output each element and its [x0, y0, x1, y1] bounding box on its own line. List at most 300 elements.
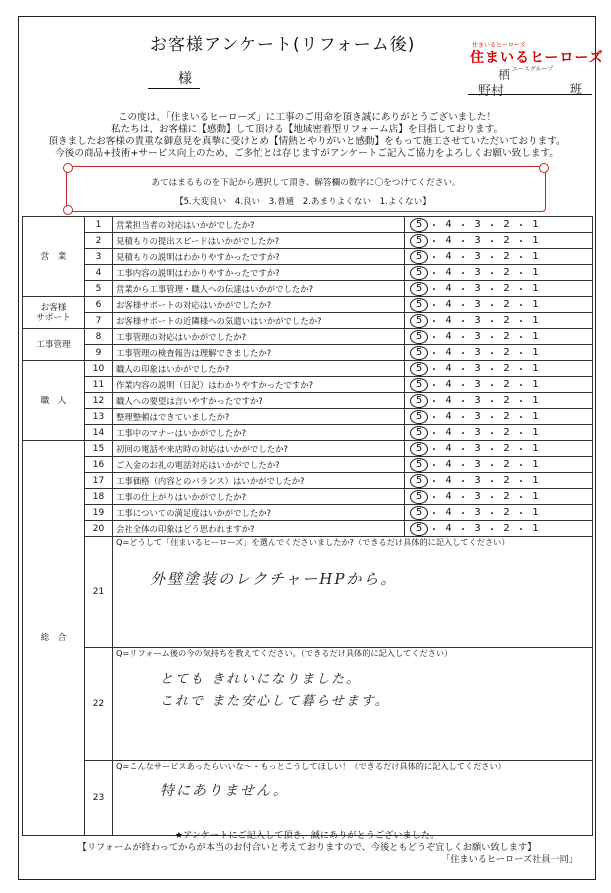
scale-separator: ・	[458, 253, 468, 264]
scale-separator: ・	[458, 381, 468, 392]
scale-separator: ・	[516, 525, 526, 536]
rating-option[interactable]: 3	[474, 459, 481, 470]
question-row	[23, 361, 593, 377]
rating-option[interactable]: 2	[503, 283, 510, 294]
rating-option[interactable]: 1	[532, 523, 539, 534]
scale-separator: ・	[429, 381, 439, 392]
question-text: 職人の印象はいかがでしたか?	[113, 361, 405, 377]
rating-scale	[405, 345, 593, 361]
scale-separator: ・	[516, 413, 526, 424]
circled-answer[interactable]: 5	[410, 346, 428, 360]
rating-option[interactable]: 4	[445, 523, 452, 534]
rating-option[interactable]: 4	[445, 475, 452, 486]
footer-message: 【リフォームが終わってからが本当のお付合いと考えておりますので、今後ともどうぞ宜しくお願い致します】	[77, 842, 537, 853]
question-row	[23, 457, 593, 473]
question-number: 14	[85, 425, 113, 441]
rating-option[interactable]: 4	[445, 459, 452, 470]
question-number: 7	[85, 313, 113, 329]
question-number: 8	[85, 329, 113, 345]
rating-option[interactable]: 2	[503, 267, 510, 278]
rating-scale	[405, 441, 593, 457]
scale-separator: ・	[429, 349, 439, 360]
scale-separator: ・	[429, 477, 439, 488]
scale-separator: ・	[429, 221, 439, 232]
scale-separator: ・	[429, 429, 439, 440]
scale-separator: ・	[458, 413, 468, 424]
question-text: お客様サポートの対応はいかがでしたか?	[113, 297, 405, 313]
rating-option[interactable]: 1	[532, 507, 539, 518]
rating-option[interactable]: 4	[445, 363, 452, 374]
scale-separator: ・	[458, 477, 468, 488]
scale-separator: ・	[487, 333, 497, 344]
instruction-scroll	[66, 166, 546, 212]
category-support: お客様 サポート	[23, 297, 85, 329]
circled-answer[interactable]: 5	[410, 394, 428, 408]
scale-separator: ・	[458, 445, 468, 456]
question-row	[23, 505, 593, 521]
rating-option[interactable]: 2	[503, 299, 510, 310]
rating-option[interactable]: 1	[532, 395, 539, 406]
question-text: お客様サポートの近隣様への気遣いはいかがでしたか?	[113, 313, 405, 329]
question-text: 整理整頓はできていましたか?	[113, 409, 405, 425]
rating-option[interactable]: 1	[532, 267, 539, 278]
scale-separator: ・	[487, 509, 497, 520]
rating-option[interactable]: 3	[474, 251, 481, 262]
open-question-row	[23, 761, 593, 836]
handwritten-answer: 外壁塗装のレクチャーHPから。	[150, 570, 398, 588]
rating-option[interactable]: 2	[503, 315, 510, 326]
scale-separator: ・	[487, 237, 497, 248]
intro-line: 私たちは、お客様に【感動】して頂ける【地域密着型リフォーム店】を目指しております。	[110, 124, 504, 135]
question-number: 23	[85, 761, 113, 836]
question-text: 工事管理の検査報告は理解できましたか?	[113, 345, 405, 361]
question-text: 初回の電話や来店時の対応はいかがでしたか?	[113, 441, 405, 457]
question-row	[23, 265, 593, 281]
rating-option[interactable]: 1	[532, 331, 539, 342]
logo-name: 住まいるヒーローズ	[470, 50, 604, 66]
rating-scale	[405, 329, 593, 345]
logo-tagline: 住まいるヒーローズ	[472, 42, 526, 49]
rating-option[interactable]: 3	[474, 443, 481, 454]
circled-answer[interactable]: 5	[410, 378, 428, 392]
page-title: お客様アンケート(リフォーム後)	[150, 35, 416, 55]
rating-option[interactable]: 1	[532, 363, 539, 374]
rating-option[interactable]: 2	[503, 331, 510, 342]
scale-separator: ・	[516, 285, 526, 296]
scale-separator: ・	[458, 397, 468, 408]
footer	[22, 830, 592, 866]
rating-option[interactable]: 3	[474, 523, 481, 534]
scale-separator: ・	[516, 349, 526, 360]
rating-option[interactable]: 2	[503, 347, 510, 358]
scale-separator: ・	[487, 397, 497, 408]
stamp-mark: 栖	[498, 68, 511, 82]
rating-option[interactable]: 1	[532, 315, 539, 326]
staff-line	[468, 94, 592, 95]
question-number: 2	[85, 233, 113, 249]
question-row	[23, 249, 593, 265]
scale-separator: ・	[487, 285, 497, 296]
scale-separator: ・	[487, 301, 497, 312]
question-text: 会社全体の印象はどう思われますか?	[113, 521, 405, 537]
question-number: 10	[85, 361, 113, 377]
scale-separator: ・	[487, 493, 497, 504]
question-row	[23, 217, 593, 233]
circled-answer[interactable]: 5	[410, 282, 428, 296]
customer-honorific: 様	[178, 71, 192, 87]
scale-separator: ・	[487, 349, 497, 360]
question-row	[23, 377, 593, 393]
handwritten-answer: とても きれいになりました。	[160, 672, 362, 687]
scale-separator: ・	[516, 397, 526, 408]
circled-answer[interactable]: 5	[410, 330, 428, 344]
question-row	[23, 393, 593, 409]
question-number: 1	[85, 217, 113, 233]
intro-line: 頂きましたお客様の貴重な御意見を真摯に受けとめ【情熱とやりがいと感動】をもって施工させていただいております。	[48, 136, 566, 147]
scale-separator: ・	[487, 429, 497, 440]
question-number: 19	[85, 505, 113, 521]
rating-option[interactable]: 4	[445, 315, 452, 326]
scale-separator: ・	[487, 461, 497, 472]
staff-name: 野村	[478, 84, 505, 99]
rating-scale	[405, 473, 593, 489]
question-number: 9	[85, 345, 113, 361]
intro-line: 今後の商品+技術+サービス向上のため、ご多忙とは存じますがアンケートご記入ご協力をよろしくお願い致します。	[55, 148, 559, 159]
rating-option[interactable]: 3	[474, 427, 481, 438]
question-row	[23, 489, 593, 505]
scale-separator: ・	[516, 365, 526, 376]
question-row	[23, 281, 593, 297]
circled-answer[interactable]: 5	[410, 218, 428, 232]
rating-scale	[405, 505, 593, 521]
question-number: 16	[85, 457, 113, 473]
circled-answer[interactable]: 5	[410, 362, 428, 376]
scroll-curl-icon	[63, 205, 73, 215]
scale-separator: ・	[487, 221, 497, 232]
rating-option[interactable]: 4	[445, 443, 452, 454]
rating-option[interactable]: 2	[503, 379, 510, 390]
rating-option[interactable]: 1	[532, 411, 539, 422]
question-number: 11	[85, 377, 113, 393]
rating-option[interactable]: 3	[474, 347, 481, 358]
rating-option[interactable]: 2	[503, 523, 510, 534]
rating-option[interactable]: 3	[474, 315, 481, 326]
rating-option[interactable]: 1	[532, 427, 539, 438]
rating-option[interactable]: 1	[532, 459, 539, 470]
circled-answer[interactable]: 5	[410, 506, 428, 520]
question-row	[23, 233, 593, 249]
category-shokunin: 職 人	[23, 361, 85, 441]
rating-option[interactable]: 4	[445, 283, 452, 294]
rating-scale	[405, 361, 593, 377]
question-number: 12	[85, 393, 113, 409]
circled-answer[interactable]: 5	[410, 442, 428, 456]
scale-separator: ・	[516, 493, 526, 504]
rating-option[interactable]: 1	[532, 347, 539, 358]
question-text: 作業内容の説明（日記）はわかりやすかったですか?	[113, 377, 405, 393]
question-number: 13	[85, 409, 113, 425]
rating-option[interactable]: 4	[445, 507, 452, 518]
circled-answer[interactable]: 5	[410, 522, 428, 536]
question-number: 21	[85, 537, 113, 648]
footer-thanks: ★アンケートにご記入して頂き、誠にありがとうございました。	[174, 830, 440, 841]
question-number: 18	[85, 489, 113, 505]
open-question-prompt: Q=リフォーム後の今の気持ちを教えてください。（できるだけ具体的に記入してください）	[116, 648, 453, 658]
rating-option[interactable]: 2	[503, 395, 510, 406]
instruction-line: あてはまるものを下記から選択して頂き、解答欄の数字に〇をつけてください。	[151, 178, 461, 188]
rating-scale	[405, 377, 593, 393]
rating-option[interactable]: 4	[445, 267, 452, 278]
question-text: 見積もりの提出スピードはいかがでしたか?	[113, 233, 405, 249]
rating-option[interactable]: 2	[503, 507, 510, 518]
question-number: 6	[85, 297, 113, 313]
rating-option[interactable]: 4	[445, 427, 452, 438]
question-number: 3	[85, 249, 113, 265]
scale-separator: ・	[429, 445, 439, 456]
rating-option[interactable]: 4	[445, 491, 452, 502]
rating-option[interactable]: 3	[474, 475, 481, 486]
handwritten-answer: 特にありません。	[160, 783, 289, 799]
question-text: 工事についての満足度はいかがでしたか?	[113, 505, 405, 521]
circled-answer[interactable]: 5	[410, 250, 428, 264]
scale-separator: ・	[458, 269, 468, 280]
rating-option[interactable]: 2	[503, 475, 510, 486]
circled-answer[interactable]: 5	[410, 314, 428, 328]
scale-separator: ・	[516, 269, 526, 280]
question-row	[23, 521, 593, 537]
circled-answer[interactable]: 5	[410, 458, 428, 472]
scale-separator: ・	[458, 349, 468, 360]
rating-scale	[405, 297, 593, 313]
question-row	[23, 297, 593, 313]
scale-separator: ・	[487, 413, 497, 424]
category-sogo: 総 合	[23, 441, 85, 836]
survey-table	[22, 216, 593, 836]
rating-option[interactable]: 2	[503, 491, 510, 502]
category-koji: 工事管理	[23, 329, 85, 361]
rating-option[interactable]: 2	[503, 219, 510, 230]
question-row	[23, 313, 593, 329]
rating-option[interactable]: 2	[503, 459, 510, 470]
category-eigyo: 営 業	[23, 217, 85, 297]
scale-separator: ・	[429, 253, 439, 264]
question-row	[23, 425, 593, 441]
open-answer-area[interactable]	[113, 537, 593, 648]
scale-separator: ・	[429, 509, 439, 520]
rating-option[interactable]: 2	[503, 427, 510, 438]
scale-legend: 【5.大変良い 4.良い 3.普通 2.あまりよくない 1.よくない】	[175, 197, 431, 207]
scale-separator: ・	[458, 493, 468, 504]
scale-separator: ・	[429, 269, 439, 280]
question-number: 5	[85, 281, 113, 297]
circled-answer[interactable]: 5	[410, 410, 428, 424]
scale-separator: ・	[458, 221, 468, 232]
open-question-row	[23, 537, 593, 648]
rating-option[interactable]: 4	[445, 379, 452, 390]
scale-separator: ・	[516, 237, 526, 248]
rating-scale	[405, 233, 593, 249]
question-row	[23, 329, 593, 345]
team-label: 班	[570, 82, 583, 96]
open-question-prompt: Q=こんなサービスあったらいいな〜・もっとこうしてほしい！（できるだけ具体的に記入してください）	[116, 761, 506, 771]
rating-option[interactable]: 2	[503, 235, 510, 246]
rating-option[interactable]: 1	[532, 379, 539, 390]
logo-group: エースグループ	[512, 66, 554, 73]
scale-separator: ・	[516, 509, 526, 520]
rating-option[interactable]: 4	[445, 251, 452, 262]
question-text: 工事内容の説明はわかりやすかったですか?	[113, 265, 405, 281]
scale-separator: ・	[429, 365, 439, 376]
rating-scale	[405, 521, 593, 537]
rating-scale	[405, 457, 593, 473]
rating-option[interactable]: 3	[474, 411, 481, 422]
scale-separator: ・	[458, 525, 468, 536]
rating-option[interactable]: 3	[474, 235, 481, 246]
question-text: 工事価格（内容とのバランス）はいかがでしたか?	[113, 473, 405, 489]
scale-separator: ・	[487, 317, 497, 328]
rating-option[interactable]: 2	[503, 443, 510, 454]
scale-separator: ・	[458, 333, 468, 344]
scale-separator: ・	[458, 301, 468, 312]
rating-option[interactable]: 1	[532, 283, 539, 294]
rating-option[interactable]: 1	[532, 251, 539, 262]
rating-option[interactable]: 3	[474, 507, 481, 518]
scale-separator: ・	[458, 317, 468, 328]
scale-separator: ・	[516, 477, 526, 488]
scale-separator: ・	[429, 333, 439, 344]
rating-option[interactable]: 1	[532, 235, 539, 246]
scroll-curl-icon	[539, 163, 549, 173]
question-text: 職人への要望は言いやすかったですか?	[113, 393, 405, 409]
rating-option[interactable]: 2	[503, 251, 510, 262]
rating-option[interactable]: 1	[532, 219, 539, 230]
question-row	[23, 441, 593, 457]
rating-option[interactable]: 3	[474, 363, 481, 374]
scale-separator: ・	[458, 509, 468, 520]
scale-separator: ・	[487, 477, 497, 488]
open-question-prompt: Q=どうして「住まいるヒーローズ」を選んでくださいましたか?（できるだけ具体的に記入してください）	[116, 537, 510, 547]
rating-scale	[405, 425, 593, 441]
customer-name-line	[148, 88, 200, 89]
scale-separator: ・	[458, 237, 468, 248]
scale-separator: ・	[487, 253, 497, 264]
question-row	[23, 345, 593, 361]
scale-separator: ・	[516, 333, 526, 344]
circled-answer[interactable]: 5	[410, 298, 428, 312]
scale-separator: ・	[487, 525, 497, 536]
scale-separator: ・	[458, 461, 468, 472]
question-number: 17	[85, 473, 113, 489]
scale-separator: ・	[429, 413, 439, 424]
rating-option[interactable]: 3	[474, 395, 481, 406]
scale-separator: ・	[516, 381, 526, 392]
scale-separator: ・	[516, 445, 526, 456]
rating-option[interactable]: 4	[445, 299, 452, 310]
rating-option[interactable]: 1	[532, 443, 539, 454]
rating-option[interactable]: 4	[445, 347, 452, 358]
rating-option[interactable]: 4	[445, 395, 452, 406]
intro-line: この度は、「住まいるヒーローズ」に工事のご用命を頂き誠にありがとうございました！	[117, 112, 497, 123]
scale-separator: ・	[516, 429, 526, 440]
scale-separator: ・	[487, 381, 497, 392]
scale-separator: ・	[429, 461, 439, 472]
rating-option[interactable]: 4	[445, 331, 452, 342]
circled-answer[interactable]: 5	[410, 426, 428, 440]
rating-option[interactable]: 1	[532, 299, 539, 310]
scale-separator: ・	[516, 253, 526, 264]
question-text: 工事の仕上がりはいかがでしたか?	[113, 489, 405, 505]
rating-option[interactable]: 1	[532, 491, 539, 502]
scale-separator: ・	[516, 301, 526, 312]
rating-option[interactable]: 1	[532, 475, 539, 486]
rating-option[interactable]: 3	[474, 283, 481, 294]
question-text: 見積もりの説明はわかりやすかったですか?	[113, 249, 405, 265]
question-text: 工事中のマナーはいかがでしたか?	[113, 425, 405, 441]
question-row	[23, 409, 593, 425]
rating-scale	[405, 281, 593, 297]
rating-scale	[405, 313, 593, 329]
scale-separator: ・	[429, 301, 439, 312]
scale-separator: ・	[516, 317, 526, 328]
scale-separator: ・	[516, 461, 526, 472]
rating-option[interactable]: 3	[474, 299, 481, 310]
circled-answer[interactable]: 5	[410, 474, 428, 488]
circled-answer[interactable]: 5	[410, 490, 428, 504]
scale-separator: ・	[429, 317, 439, 328]
rating-option[interactable]: 3	[474, 491, 481, 502]
scale-separator: ・	[458, 365, 468, 376]
scale-separator: ・	[458, 429, 468, 440]
rating-option[interactable]: 3	[474, 379, 481, 390]
rating-scale	[405, 489, 593, 505]
handwritten-answer: これで また安心して暮らせます。	[160, 694, 390, 709]
question-text: 工事管理の対応はいかがでしたか?	[113, 329, 405, 345]
scale-separator: ・	[429, 525, 439, 536]
rating-option[interactable]: 3	[474, 267, 481, 278]
company-logo	[470, 40, 604, 73]
question-text: ご入金のお礼の電話対応はいかがでしたか?	[113, 457, 405, 473]
scale-separator: ・	[487, 269, 497, 280]
scale-separator: ・	[487, 365, 497, 376]
footer-signature: 「住まいるヒーローズ社員一同」	[441, 854, 578, 865]
rating-scale	[405, 217, 593, 233]
rating-scale	[405, 393, 593, 409]
rating-option[interactable]: 2	[503, 411, 510, 422]
scale-separator: ・	[429, 237, 439, 248]
circled-answer[interactable]: 5	[410, 266, 428, 280]
scale-separator: ・	[516, 221, 526, 232]
question-number: 4	[85, 265, 113, 281]
circled-answer[interactable]: 5	[410, 234, 428, 248]
scale-separator: ・	[487, 445, 497, 456]
rating-scale	[405, 249, 593, 265]
scale-separator: ・	[429, 397, 439, 408]
question-number: 15	[85, 441, 113, 457]
scroll-curl-icon	[63, 163, 73, 173]
scale-separator: ・	[458, 285, 468, 296]
rating-option[interactable]: 3	[474, 219, 481, 230]
rating-option[interactable]: 4	[445, 235, 452, 246]
rating-option[interactable]: 4	[445, 411, 452, 422]
question-number: 22	[85, 648, 113, 761]
question-text: 営業担当者の対応はいかがでしたか?	[113, 217, 405, 233]
rating-option[interactable]: 3	[474, 331, 481, 342]
rating-option[interactable]: 4	[445, 219, 452, 230]
intro-text	[22, 112, 592, 160]
question-number: 20	[85, 521, 113, 537]
scale-separator: ・	[429, 285, 439, 296]
rating-option[interactable]: 2	[503, 363, 510, 374]
